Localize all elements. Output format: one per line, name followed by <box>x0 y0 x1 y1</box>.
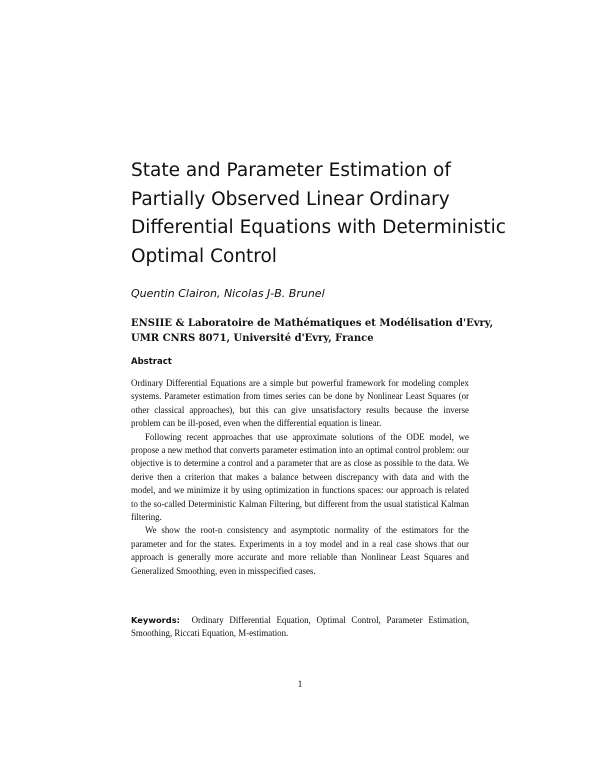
abstract-paragraph: Ordinary Differential Equations are a simple but powerful framework for modeling complex systems. Parameter estimation from times series can be done by Nonlinear Least Squares (or other classical approaches), but this can give unsatisfactory results because the inverse problem can be ill-posed, even when the differential equation is linear. <box>131 378 469 429</box>
title-line: State and Parameter Estimation of <box>131 160 451 181</box>
keywords-section <box>131 614 469 641</box>
keywords-text: Ordinary Differential Equation, Optimal Control, Parameter Estimation, Smoothing, Riccati Equation, M-estimation. <box>131 615 470 639</box>
affiliation-line: UMR CNRS 8071, Université d'Evry, France <box>131 333 374 344</box>
author-list: Quentin Clairon, Nicolas J-B. Brunel <box>131 287 325 300</box>
title-line: Optimal Control <box>131 245 277 267</box>
affiliation <box>131 316 494 346</box>
title-line: Differential Equations with Deterministic <box>131 217 506 238</box>
paper-title <box>131 157 506 271</box>
abstract-paragraph: Following recent approaches that use approximate solutions of the ODE model, we propose a new method that converts parameter estimation into an optimal control problem: our objective is to determine a control and a parameter that are as close as possible to the data. We derive then a criterion that makes a balance between discrepancy with data and with the model, and we minimize it by using optimization in functions spaces: our approach is related to the so-called Deterministic Kalman Filtering, but different from the usual statistical Kalman filtering. <box>131 431 469 523</box>
keywords-label: Keywords: <box>131 615 180 625</box>
abstract-heading: Abstract <box>131 357 172 367</box>
abstract-body <box>131 377 469 578</box>
title-line: Partially Observed Linear Ordinary <box>131 188 450 210</box>
page-number: 1 <box>297 680 303 690</box>
affiliation-line: ENSIIE & Laboratoire de Mathématiques et Modélisation d'Evry, <box>131 318 494 329</box>
abstract-paragraph: We show the root-n consistency and asymptotic normality of the estimators for the parameter and for the states. Experiments in a toy model and in a real case shows that our approach is generally more accurate and more reliable than Nonlinear Least Squares and Generalized Smoothing, even in misspecified cases. <box>131 525 469 576</box>
